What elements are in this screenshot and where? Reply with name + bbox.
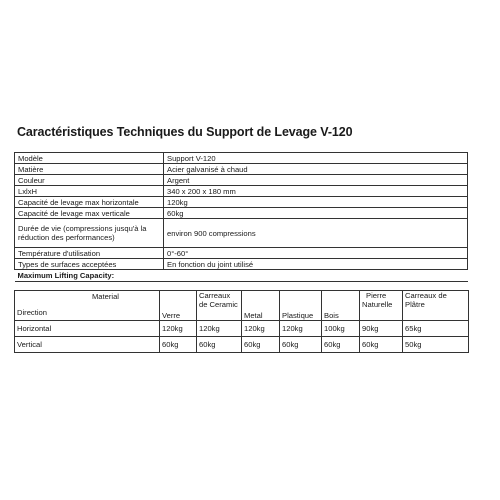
capacity-value: 60kg — [242, 337, 280, 353]
material-name-cont: Plâtre — [405, 300, 425, 309]
spec-row-material — [15, 164, 468, 175]
material-header — [197, 291, 242, 321]
spec-row-surfaces — [15, 259, 468, 270]
capacity-value: 120kg — [242, 321, 280, 337]
document-title: Caractéristiques Techniques du Support de Levage V-120 — [17, 125, 353, 139]
lifting-capacity-table — [14, 290, 469, 353]
material-header — [280, 291, 322, 321]
spec-label: LxlxH — [15, 186, 164, 197]
capacity-value: 60kg — [322, 337, 360, 353]
material-name-cont: Naturelle — [362, 300, 393, 309]
spec-row-temperature — [15, 248, 468, 259]
material-header — [242, 291, 280, 321]
capacity-value: 90kg — [360, 321, 403, 337]
capacity-value: 65kg — [403, 321, 469, 337]
spec-label: Couleur — [15, 175, 164, 186]
material-name: Pierre — [366, 291, 387, 300]
capacity-value: 60kg — [197, 337, 242, 353]
material-header — [360, 291, 403, 321]
spec-value: Acier galvanisé à chaud — [164, 164, 468, 175]
direction-label: Vertical — [15, 337, 160, 353]
material-header-row — [15, 291, 469, 321]
direction-axis-label: Direction — [17, 308, 47, 317]
spec-row-horizontal-capacity — [15, 197, 468, 208]
material-name: Metal — [244, 311, 263, 320]
spec-value: 120kg — [164, 197, 468, 208]
material-header — [322, 291, 360, 321]
spec-label: Température d'utilisation — [15, 248, 164, 259]
spec-label: Matière — [15, 164, 164, 175]
spec-label: Capacité de levage max verticale — [15, 208, 164, 219]
spec-value: 0°-60° — [164, 248, 468, 259]
capacity-value: 60kg — [360, 337, 403, 353]
spec-value: Support V-120 — [164, 153, 468, 164]
material-name: Carreaux — [199, 291, 231, 300]
spec-label: Capacité de levage max horizontale — [15, 197, 164, 208]
material-axis-label: Material — [91, 292, 119, 301]
spec-row-dimensions — [15, 186, 468, 197]
capacity-value: 120kg — [197, 321, 242, 337]
corner-cell — [15, 291, 160, 321]
capacity-value: 100kg — [322, 321, 360, 337]
capacity-value: 120kg — [280, 321, 322, 337]
material-name: Verre — [162, 311, 181, 320]
material-header — [160, 291, 197, 321]
capacity-value: 120kg — [160, 321, 197, 337]
spec-row-lifespan — [15, 219, 468, 248]
capacity-row-horizontal — [15, 321, 469, 337]
direction-label: Horizontal — [15, 321, 160, 337]
capacity-value: 60kg — [280, 337, 322, 353]
spec-row-vertical-capacity — [15, 208, 468, 219]
capacity-heading: Maximum Lifting Capacity: — [15, 270, 468, 282]
spec-value: environ 900 compressions — [164, 219, 468, 248]
material-header — [403, 291, 469, 321]
spec-value: 340 x 200 x 180 mm — [164, 186, 468, 197]
capacity-row-vertical — [15, 337, 469, 353]
material-name: Carreaux de — [405, 291, 447, 300]
spec-label: Modèle — [15, 153, 164, 164]
spec-value: En fonction du joint utilisé — [164, 259, 468, 270]
spec-row-color — [15, 175, 468, 186]
material-name-cont: de Ceramic — [199, 300, 238, 309]
spec-value: 60kg — [164, 208, 468, 219]
capacity-value: 50kg — [403, 337, 469, 353]
material-name: Plastique — [282, 311, 314, 320]
specifications-table — [14, 152, 468, 282]
capacity-heading-row — [15, 270, 468, 282]
capacity-value: 60kg — [160, 337, 197, 353]
spec-label: Durée de vie (compressions jusqu'à la réduction des performances) — [15, 219, 164, 248]
material-name: Bois — [324, 311, 339, 320]
spec-value: Argent — [164, 175, 468, 186]
spec-row-model — [15, 153, 468, 164]
spec-label: Types de surfaces acceptées — [15, 259, 164, 270]
